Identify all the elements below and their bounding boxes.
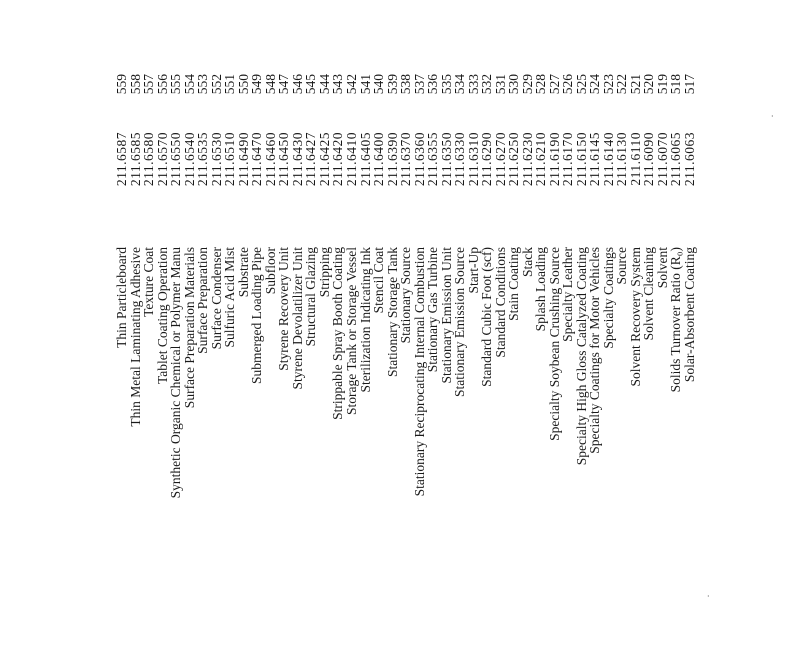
entry-section-code: 211.6580 [141, 132, 157, 187]
entry-number: 549 [249, 74, 265, 95]
definitions-list [105, 74, 695, 654]
entry-number: 526 [560, 74, 576, 95]
entry-section-code: 211.6150 [573, 132, 589, 187]
entry-term: Specialty Leather [560, 247, 576, 342]
entry-term: Stationary Source [398, 247, 414, 344]
entry-section-code: 211.6063 [682, 132, 697, 187]
entry-section-code: 211.6145 [587, 132, 603, 187]
entry-section-code: 211.6400 [371, 132, 387, 187]
entry-term: Strippable Spray Booth Coating [330, 247, 346, 420]
entry-number: 532 [479, 74, 495, 95]
entry-number: 555 [168, 74, 184, 95]
entry-term: Styrene Devolatilizer Unit [289, 247, 305, 390]
entry-term: Standard Conditions [492, 247, 508, 358]
entry-term: Stationary Storage Tank [384, 247, 400, 378]
entry-term: Solvent [654, 247, 670, 289]
scan-speck: · [707, 592, 710, 601]
entry-term: Stain Coating [506, 247, 522, 321]
entry-term: Sulfuric Acid Mist [222, 247, 238, 348]
entry-term: Stripping [316, 247, 332, 298]
entry-number: 541 [357, 74, 373, 95]
entry-section-code: 211.6587 [114, 132, 130, 187]
entry-section-code: 211.6230 [519, 132, 535, 187]
entry-term: Stack [519, 247, 535, 277]
entry-term: Submerged Loading Pipe [249, 247, 265, 384]
entry-section-code: 211.6070 [654, 132, 670, 187]
entry-term: Specialty Soybean Crushing Source [546, 247, 562, 441]
entry-term: Storage Tank or Storage Vessel [344, 247, 359, 416]
entry-number: 538 [398, 74, 414, 95]
entry-number: 531 [492, 74, 508, 95]
entry-section-code: 211.6090 [641, 132, 657, 187]
entry-section-code: 211.6510 [222, 132, 238, 187]
entry-number: 551 [222, 74, 238, 95]
entry-term: Surface Preparation Materials [181, 247, 197, 409]
entry-section-code: 211.6190 [546, 132, 562, 187]
entry-number: 534 [452, 74, 468, 95]
entry-number: 550 [235, 74, 251, 95]
entry-term: Styrene Recovery Unit [276, 247, 292, 371]
entry-section-code: 211.6290 [479, 132, 495, 187]
entry-term: Thin Particleboard [114, 247, 130, 348]
entry-term: Specialty Coatings [600, 247, 616, 349]
entry-term: Stationary Emission Source [452, 247, 468, 397]
entry-term: Stationary Gas Turbine [425, 247, 441, 373]
entry-number: 520 [641, 74, 657, 95]
entry-number: 528 [533, 74, 549, 95]
entry-number: 558 [127, 74, 143, 95]
entry-section-code: 211.6110 [627, 132, 643, 186]
entry-term: Specialty Coatings for Motor Vehicles [587, 247, 603, 454]
entry-number: 559 [114, 74, 130, 95]
entry-section-code: 211.6270 [492, 132, 508, 187]
entry-section-code: 211.6360 [411, 132, 427, 187]
entry-number: 523 [600, 74, 616, 95]
entry-term: Stationary Reciprocating Internal Combustion [411, 247, 427, 497]
entry-section-code: 211.6450 [276, 132, 292, 187]
entry-term: Solvent Cleaning [641, 247, 657, 341]
entry-term: Structural Glazing [303, 247, 319, 347]
entry-number: 537 [411, 74, 427, 95]
entry-number: 522 [614, 74, 630, 95]
entry-number: 519 [654, 74, 670, 95]
entry-section-code: 211.6425 [316, 132, 332, 187]
entry-number: 554 [181, 74, 197, 95]
entry-section-code: 211.6310 [465, 132, 481, 187]
entry-section-code: 211.6170 [560, 132, 576, 187]
entry-number: 518 [668, 74, 684, 95]
entry-term: Solvent Recovery System [627, 247, 643, 387]
definitions-rows [105, 74, 695, 654]
entry-term: Standard Cubic Foot (scf) [479, 247, 495, 387]
list-entry [105, 74, 695, 654]
entry-term: Splash Loading [533, 247, 549, 332]
entry-number: 556 [154, 74, 170, 95]
entry-section-code: 211.6470 [249, 132, 265, 187]
entry-section-code: 211.6585 [127, 132, 143, 187]
entry-number: 530 [506, 74, 522, 95]
entry-section-code: 211.6250 [506, 132, 522, 187]
entry-number: 540 [371, 74, 387, 95]
entry-section-code: 211.6430 [289, 132, 305, 187]
entry-section-code: 211.6427 [303, 132, 319, 187]
entry-number: 546 [289, 74, 305, 95]
entry-number: 536 [425, 74, 441, 95]
entry-number: 553 [195, 74, 211, 95]
scan-speck: · [771, 112, 774, 121]
entry-section-code: 211.6490 [235, 132, 251, 187]
entry-section-code: 211.6390 [384, 132, 400, 187]
entry-term: Tablet Coating Operation [154, 247, 170, 385]
entry-number: 543 [330, 74, 346, 95]
entry-term: Texture Coat [141, 247, 157, 317]
entry-term: Stationary Emission Unit [438, 247, 454, 384]
entry-section-code: 211.6410 [344, 132, 359, 187]
entry-section-code: 211.6535 [195, 132, 211, 187]
entry-number: 533 [465, 74, 481, 95]
entry-number: 544 [316, 74, 332, 95]
entry-term: Substrate [235, 247, 251, 298]
entry-section-code: 211.6405 [357, 132, 373, 187]
entry-number: 547 [276, 74, 292, 95]
entry-section-code: 211.6370 [398, 132, 414, 187]
entry-number: 524 [587, 74, 603, 95]
entry-section-code: 211.6065 [668, 132, 684, 187]
entry-term: Specialty High Gloss Catalyzed Coating [573, 247, 589, 466]
entry-number: 521 [627, 74, 643, 95]
entry-number: 548 [262, 74, 278, 95]
entry-section-code: 211.6570 [154, 132, 170, 187]
entry-section-code: 211.6130 [614, 132, 630, 187]
entry-term: Surface Preparation [195, 247, 211, 354]
entry-term: Solids Turnover Ratio (R₀) [668, 247, 684, 393]
entry-section-code: 211.6540 [181, 132, 197, 187]
entry-number: 517 [682, 74, 697, 95]
entry-section-code: 211.6210 [533, 132, 549, 187]
entry-number: 539 [384, 74, 400, 95]
entry-section-code: 211.6330 [452, 132, 468, 187]
entry-number: 542 [344, 74, 359, 95]
entry-term: Stencil Coat [371, 247, 387, 314]
entry-term: Source [614, 247, 630, 285]
entry-term: Sterilization Indicating Ink [357, 247, 373, 393]
entry-term: Subfloor [262, 247, 278, 295]
entry-number: 525 [573, 74, 589, 95]
entry-term: Solar-Absorbent Coating [682, 247, 697, 383]
entry-section-code: 211.6460 [262, 132, 278, 187]
entry-number: 535 [438, 74, 454, 95]
entry-term: Synthetic Organic Chemical or Polymer Manu [168, 247, 184, 499]
entry-section-code: 211.6550 [168, 132, 184, 187]
entry-section-code: 211.6420 [330, 132, 346, 187]
entry-section-code: 211.6140 [600, 132, 616, 187]
entry-number: 552 [208, 74, 224, 95]
entry-number: 529 [519, 74, 535, 95]
entry-number: 527 [546, 74, 562, 95]
entry-term: Surface Condenser [208, 247, 224, 350]
entry-section-code: 211.6530 [208, 132, 224, 187]
entry-number: 557 [141, 74, 157, 95]
entry-term: Start-Up [465, 247, 481, 294]
entry-section-code: 211.6350 [438, 132, 454, 187]
entry-term: Thin Metal Laminating Adhesive [127, 247, 143, 427]
entry-section-code: 211.6355 [425, 132, 441, 187]
entry-number: 545 [303, 74, 319, 95]
